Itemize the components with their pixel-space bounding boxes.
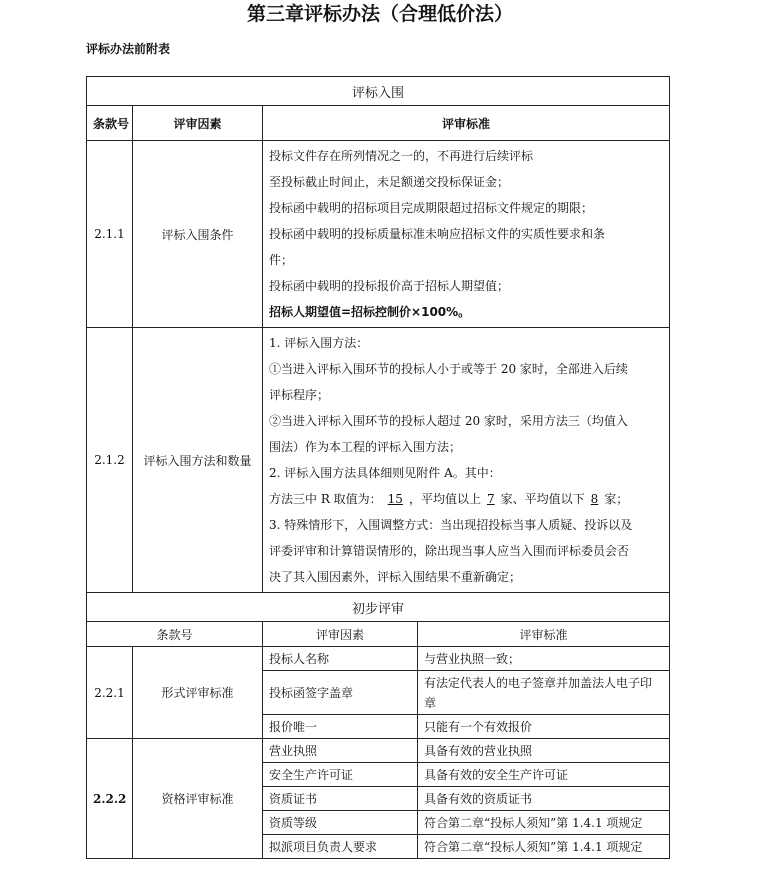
header-review-factor: 评审因素: [263, 622, 418, 647]
standard-line: 投标函中载明的投标质量标准未响应招标文件的实质性要求和条: [269, 227, 606, 241]
review-factor: 安全生产许可证: [263, 763, 418, 787]
evaluation-table: [86, 76, 670, 859]
review-factor: 评标入围方法和数量: [133, 328, 263, 593]
standard-line: 评标程序；: [269, 388, 330, 402]
review-factor: 投标函签字盖章: [263, 671, 418, 715]
page-title: 第三章评标办法（合理低价法）: [246, 3, 513, 25]
table-row: [87, 141, 670, 328]
table-row: [87, 328, 670, 593]
standard-line: 2. 评标入围方法具体细则见附件 A。其中：: [269, 466, 501, 480]
expected-value-formula: 招标人期望值=招标控制价×100%。: [269, 305, 471, 319]
review-standard: 具备有效的营业执照: [418, 739, 670, 763]
r-line-prefix: 方法三中 R 取值为：: [269, 492, 382, 506]
standard-line: 至投标截止时间止，未足额递交投标保证金；: [269, 175, 510, 189]
review-factor: 评标入围条件: [133, 141, 263, 328]
review-category: 形式评审标准: [133, 647, 263, 739]
table-caption: 评标办法前附表: [86, 42, 171, 56]
section-heading-row: [87, 593, 670, 622]
standard-line: 件；: [269, 253, 294, 267]
standard-line: 投标函中载明的招标项目完成期限超过招标文件规定的期限；: [269, 201, 594, 215]
standard-line: ①当进入评标入围环节的投标人小于或等于 20 家时，全部进入后续: [269, 362, 628, 376]
standard-line: 投标文件存在所列情况之一的，不再进行后续评标: [269, 149, 534, 163]
standard-line: 1. 评标入围方法：: [269, 336, 369, 350]
section-heading-row: [87, 77, 670, 106]
clause-number: 2.2.2: [87, 739, 133, 859]
standard-line: 决了其入围因素外，评标入围结果不重新确定；: [269, 570, 522, 584]
r-value-line: [269, 486, 663, 512]
review-factor: 投标人名称: [263, 647, 418, 671]
review-standard: 只能有一个有效报价: [418, 715, 670, 739]
review-standard: 符合第二章“投标人须知”第 1.4.1 项规定: [418, 811, 670, 835]
review-factor: 报价唯一: [263, 715, 418, 739]
section-heading-preliminary: 初步评审: [87, 593, 670, 622]
header-clause-number: 条款号: [87, 106, 133, 141]
standard-line: 围法）作为本工程的评标入围方法；: [269, 440, 462, 454]
standard-line: 投标函中载明的投标报价高于招标人期望值；: [269, 279, 510, 293]
review-standard: 有法定代表人的电子签章并加盖法人电子印章: [418, 671, 670, 715]
column-header-row: [87, 622, 670, 647]
column-header-row: [87, 106, 670, 141]
above-average-count: 7: [486, 492, 495, 506]
review-standard: [263, 328, 670, 593]
review-standard: [263, 141, 670, 328]
clause-number: 2.1.1: [87, 141, 133, 328]
below-average-count: 8: [590, 492, 599, 506]
header-review-standard: 评审标准: [418, 622, 670, 647]
review-standard: 具备有效的安全生产许可证: [418, 763, 670, 787]
review-standard: 符合第二章“投标人须知”第 1.4.1 项规定: [418, 835, 670, 859]
review-factor: 拟派项目负责人要求: [263, 835, 418, 859]
header-review-standard: 评审标准: [263, 106, 670, 141]
header-clause-number: 条款号: [87, 622, 263, 647]
review-standard: 具备有效的资质证书: [418, 787, 670, 811]
review-factor: 资质证书: [263, 787, 418, 811]
table-row: [87, 739, 670, 763]
r-line-text: ，平均值以上: [408, 492, 481, 506]
standard-line: 3. 特殊情形下，入围调整方式：当出现招投标当事人质疑、投诉以及: [269, 518, 633, 532]
r-line-suffix: 家；: [604, 492, 629, 506]
r-line-text: 家、平均值以下: [500, 492, 585, 506]
review-category: 资格评审标准: [133, 739, 263, 859]
review-standard: 与营业执照一致；: [418, 647, 670, 671]
clause-number: 2.1.2: [87, 328, 133, 593]
standard-line: 评委评审和计算错误情形的，除出现当事人应当入围而评标委员会否: [269, 544, 630, 558]
table-row: [87, 647, 670, 671]
clause-number: 2.2.1: [87, 647, 133, 739]
standard-line: ②当进入评标入围环节的投标人超过 20 家时，采用方法三（均值入: [269, 414, 628, 428]
header-review-factor: 评审因素: [133, 106, 263, 141]
review-factor: 营业执照: [263, 739, 418, 763]
review-factor: 资质等级: [263, 811, 418, 835]
r-value: 15: [387, 492, 403, 506]
section-heading-shortlist: 评标入围: [87, 77, 670, 106]
